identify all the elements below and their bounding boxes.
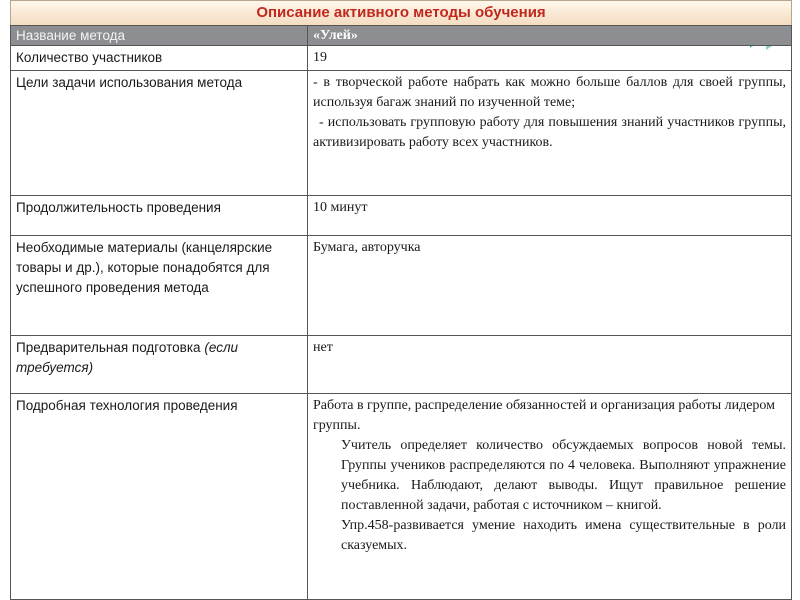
technology-label: Подробная технология проведения: [11, 394, 308, 600]
goals-value-cell: [308, 71, 792, 196]
slide-title: Описание активного методы обучения: [10, 0, 792, 26]
method-name-value: «Улей»: [308, 26, 792, 46]
table-row: [11, 236, 792, 336]
table-row: [11, 394, 792, 600]
preparation-label: Предварительная подготовка: [16, 340, 201, 355]
technology-value-paragraph: Учитель определяет количество обсуждаемых вопросов новой темы. Группы учеников распределяются по 4 человека. Выполняют упражнение учебника. Наблюдают, делают выводы. Ищут правильное решение поставленной задачи, работая с источником – книгой.: [341, 438, 786, 513]
materials-value: Бумага, авторучка: [308, 236, 792, 336]
materials-label: Необходимые материалы (канцелярские товары и др.), которые понадобятся для успешного проведения метода: [11, 236, 308, 336]
preparation-label-cell: [11, 336, 308, 394]
participants-value: 19: [308, 46, 792, 71]
duration-label: Продолжительность проведения: [11, 196, 308, 236]
technology-value-cell: [308, 394, 792, 600]
technology-value-paragraph: Работа в группе, распределение обязанностей и организация работы лидером группы.: [313, 398, 776, 433]
table-row: [11, 71, 792, 196]
goals-value-paragraph: - в творческой работе набрать как можно больше баллов для своей группы, используя багаж знаний по изученной теме;: [313, 75, 786, 110]
table-row: [11, 196, 792, 236]
participants-label: Количество участников: [11, 46, 308, 71]
duration-value: 10 минут: [308, 196, 792, 236]
table-row: [11, 26, 792, 46]
preparation-value: нет: [308, 336, 792, 394]
goals-value-paragraph: - использовать групповую работу для повышения знаний участников группы, активизировать работу всех участников.: [313, 115, 786, 150]
table-row: [11, 46, 792, 71]
preparation-label-note: (если требуется): [16, 340, 239, 375]
method-description-table: [10, 25, 792, 600]
technology-value-paragraph: Упр.458-развивается умение находить имена существительные в роли сказуемых.: [341, 518, 786, 553]
table-row: [11, 336, 792, 394]
method-name-label: Название метода: [11, 26, 308, 46]
goals-label: Цели задачи использования метода: [11, 71, 308, 196]
